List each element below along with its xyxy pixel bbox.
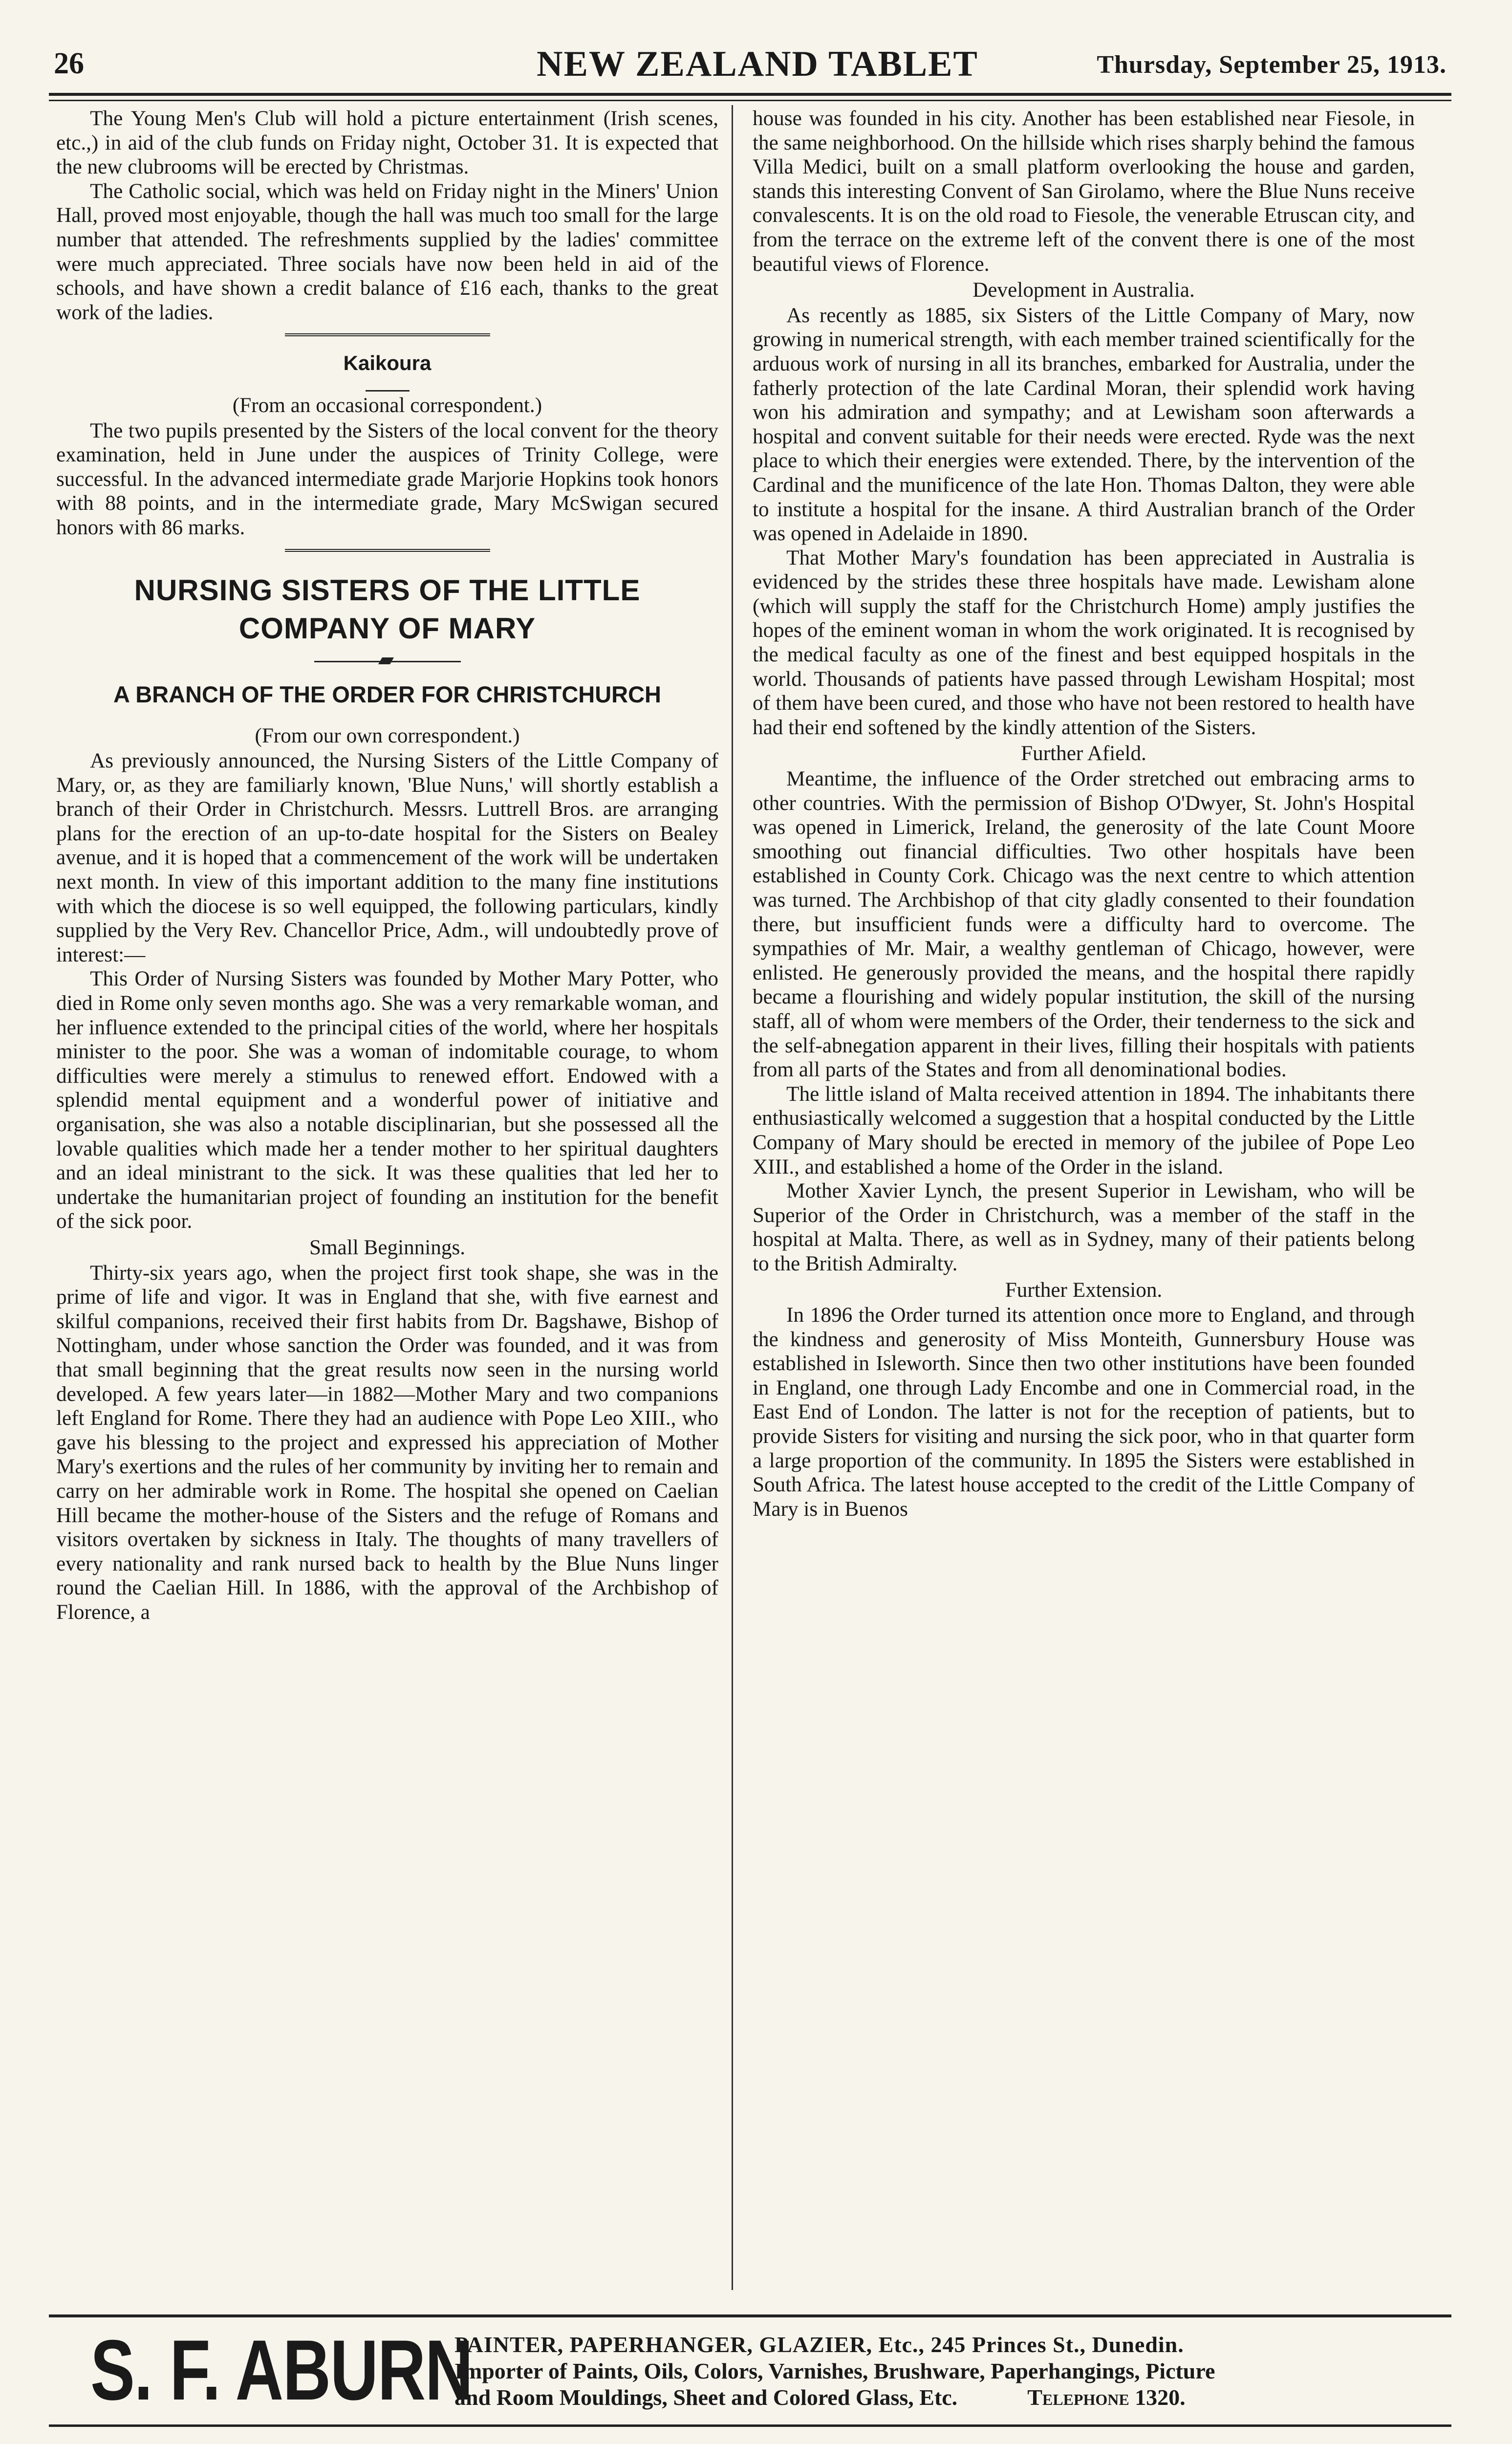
correspondent-line: (From our own correspondent.) [255, 724, 520, 747]
advertisement-line [454, 2384, 1451, 2411]
advertisement-line-text: and Room Mouldings, Sheet and Colored Glass, Etc. [454, 2385, 958, 2410]
advertisement-text [454, 2332, 1451, 2411]
subheading: Further Extension. [1005, 1278, 1163, 1302]
subheading: Small Beginnings. [309, 1236, 466, 1259]
paragraph: Mother Xavier Lynch, the present Superior in Lewisham, who will be Superior of the Order in Christchurch, was a member of the staff in the hospital at Malta. There, as well as in Sydney, many of their patients belong to the British Admiralty. [753, 1179, 1415, 1275]
subheading: Further Afield. [1021, 742, 1146, 765]
subheading: Development in Australia. [972, 279, 1195, 302]
paragraph: As previously announced, the Nursing Sisters of the Little Company of Mary, or, as they are familiarly known, 'Blue Nuns,' will shortly establish a branch of their Order in Christchurch. Messrs. Luttrell Bros. are arranging plans for the erection of an up-to-date hospital for the Sisters on Bealey avenue, and it is hoped that a commencement of the work will be undertaken next month. In view of this important addition to the many fine institutions with which the diocese is so well equipped, the following particulars, kindly supplied by the Very Rev. Chancellor Price, Adm., will undoubtedly prove of interest:— [56, 749, 718, 966]
section-separator [285, 333, 490, 336]
advertisement-line: PAINTER, PAPERHANGER, GLAZIER, Etc., 245 Princes St., Dunedin. [454, 2332, 1184, 2357]
masthead [49, 46, 1466, 86]
section-heading: Kaikoura [343, 351, 432, 375]
left-column [56, 107, 718, 1624]
paragraph: house was founded in his city. Another has been established near Fiesole, in the same neighborhood. On the hillside which rises sharply behind the famous Villa Medici, built on a small platform overlooking the house and garden, stands this interesting Convent of San Girolamo, where the Blue Nuns receive convalescents. It is on the old road to Fiesole, the venerable Etruscan city, and from the terrace on the extreme left of the convent there is one of the most beautiful views of Florence. [753, 107, 1415, 276]
advertisement-top-rule [49, 2314, 1451, 2317]
paragraph: The Catholic social, which was held on Friday night in the Miners' Union Hall, proved most enjoyable, though the hall was much too small for the large number that attended. The refreshments supplied by the ladies' committee were much appreciated. Three socials have now been held in aid of the schools, and have shown a credit balance of £16 each, thanks to the great work of the ladies. [56, 179, 718, 324]
column-divider [732, 105, 733, 2290]
paragraph: The two pupils presented by the Sisters of the local convent for the theory examination, held in June under the auspices of Trinity College, were successful. In the advanced intermediate grade Marjorie Hopkins took honors with 88 points, and in the intermediate grade, Mary McSwigan secured honors with 86 marks. [56, 419, 718, 539]
advertiser-name: S. F. ABURN [90, 2323, 473, 2418]
correspondent-line: (From an occasional correspondent.) [232, 393, 542, 417]
newspaper-title: NEW ZEALAND TABLET [537, 44, 978, 84]
article-title: NURSING SISTERS OF THE LITTLE COMPANY OF MARY [134, 573, 641, 645]
article-subtitle: A BRANCH OF THE ORDER FOR CHRISTCHURCH [113, 681, 661, 707]
paragraph: In 1896 the Order turned its attention once more to England, and through the kindness and generosity of Miss Monteith, Gunnersbury House was established in Isleworth. Since then two other institutions have been founded in England, one through Lady Encombe and one in Commercial road, in the East End of London. The latter is not for the reception of patients, but to provide Sisters for visiting and nursing the sick poor, who in that quarter form a large proportion of the community. In 1895 the Sisters were established in South Africa. The latest house accepted to the credit of the Little Company of Mary is in Buenos [753, 1304, 1415, 1521]
paragraph: Thirty-six years ago, when the project first took shape, she was in the prime of life and vigor. It was in England that she, with five earnest and skilful companions, received their first habits from Dr. Bagshawe, Bishop of Nottingham, under whose sanction the Order was founded, and it was from that small beginning that the great results now seen in the nursing world developed. A few years later—in 1882—Mother Mary and two companions left England for Rome. There they had an audience with Pope Leo XIII., who gave his blessing to the project and expressed his appreciation of Mother Mary's exertions and the rules of her community by inviting her to remain and carry on her admirable work in Rome. The hospital she opened on Caelian Hill became the mother-house of the Sisters and the refuge of Romans and visitors overtaken by sickness in Italy. The thoughts of many travellers of every nationality and rank nursed back to health by the Blue Nuns linger round the Caelian Hill. In 1886, with the approval of the Archbishop of Florence, a [56, 1261, 718, 1624]
paragraph: The Young Men's Club will hold a picture entertainment (Irish scenes, etc.,) in aid of the club funds on Friday night, October 31. It is expected that the new clubrooms will be erected by Christmas. [56, 107, 718, 179]
paragraph: This Order of Nursing Sisters was founded by Mother Mary Potter, who died in Rome only seven months ago. She was a very remarkable woman, and her influence extended to the principal cities of the world, where her hospitals minister to the poor. She was a woman of indomitable courage, to whom difficulties were merely a stimulus to renewed effort. Endowed with a splendid mental equipment and a wonderful power of initiative and organisation, she was also a notable disciplinarian, but she possessed all the lovable qualities which made her a tender mother to her spiritual daughters and an ideal ministrant to the sick. It was these qualities that led her to undertake the humanitarian project of founding an institution for the benefit of the sick poor. [56, 967, 718, 1233]
page-number: 26 [54, 47, 84, 80]
paragraph: As recently as 1885, six Sisters of the Little Company of Mary, now growing in numerical strength, with each member trained scientifically for the arduous work of nursing in all its branches, embarked for Australia, under the fatherly protection of the late Cardinal Moran, their splendid work having won his admiration and sympathy; and at Lewisham soon afterwards a hospital and convent suitable for their needs were erected. Ryde was the next place to which their energies were extended. There, by the intervention of the Cardinal and the munificence of the late Hon. Thomas Dalton, they were able to institute a hospital for the insane. A third Australian branch of the Order was opened in Adelaide in 1890. [753, 304, 1415, 546]
right-column [753, 107, 1415, 1521]
advertisement-line: Importer of Paints, Oils, Colors, Varnishes, Brushware, Paperhangings, Picture [454, 2358, 1215, 2383]
paragraph: Meantime, the influence of the Order stretched out embracing arms to other countries. With the permission of Bishop O'Dwyer, St. John's Hospital was opened in Limerick, Ireland, the generosity of the late Count Moore smoothing out financial difficulties. Two other hospitals have been established in County Cork. Chicago was the next centre to which attention was turned. The Archbishop of that city gladly consented to their foundation there, but insufficient funds were a difficulty hard to overcome. The sympathies of Mr. Mair, a wealthy gentleman of Chicago, however, were enlisted. He generously provided the means, and the hospital there rapidly became a flourishing and widely popular institution, the skill of the nursing staff, all of whom were members of the Order, their tenderness to the sick and the self-abnegation apparent in their lives, filling their hospitals with patients from all parts of the States and from all denominational bodies. [753, 767, 1415, 1082]
section-separator [285, 549, 490, 552]
heading-underline [366, 390, 410, 392]
title-ornament [314, 657, 461, 665]
paragraph: That Mother Mary's foundation has been appreciated in Australia is evidenced by the strides these three hospitals have made. Lewisham alone (which will supply the staff for the Christchurch Home) amply justifies the hopes of the eminent woman in whom the work originated. It is recognised by the medical faculty as one of the finest and best equipped hospitals in the world. Thousands of patients have passed through Lewisham Hospital; most of them have been cured, and those who have not been restored to health have had their end softened by the kindly attention of the Sisters. [753, 546, 1415, 739]
paragraph: The little island of Malta received attention in 1894. The inhabitants there enthusiastically welcomed a suggestion that a hospital conducted by the Little Company of Mary should be erected in memory of the jubilee of Pope Leo XIII., and established a home of the Order in the island. [753, 1082, 1415, 1178]
issue-date: Thursday, September 25, 1913. [1097, 51, 1447, 79]
telephone-number: Telephone 1320. [1027, 2385, 1186, 2410]
advertisement-bottom-rule [49, 2424, 1451, 2427]
header-rule [49, 93, 1451, 101]
